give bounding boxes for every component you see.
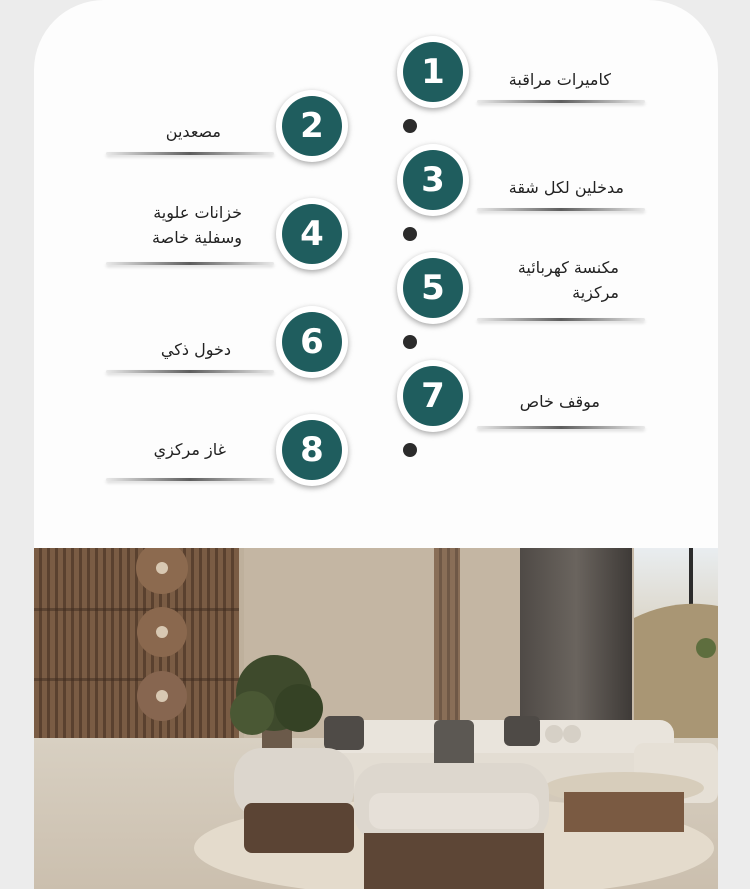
feature-card bbox=[34, 0, 718, 889]
timeline-dot bbox=[403, 335, 417, 349]
feature-label: دخول ذكي bbox=[160, 340, 231, 359]
feature-label: مصعدين bbox=[165, 122, 221, 141]
underline bbox=[477, 100, 645, 103]
feature-number-badge bbox=[397, 252, 469, 324]
feature-number: 8 bbox=[282, 420, 342, 480]
feature-number-badge bbox=[397, 36, 469, 108]
feature-label: كاميرات مراقبة bbox=[508, 70, 611, 89]
timeline-dot bbox=[403, 443, 417, 457]
underline bbox=[106, 370, 274, 373]
feature-label: مكنسة كهربائية مركزية bbox=[517, 258, 619, 302]
feature-label: غاز مركزي bbox=[153, 440, 226, 459]
timeline-dot bbox=[403, 227, 417, 241]
feature-number: 4 bbox=[282, 204, 342, 264]
underline bbox=[477, 318, 645, 321]
underline bbox=[106, 152, 274, 155]
feature-number-badge bbox=[276, 306, 348, 378]
feature-label: موقف خاص bbox=[519, 392, 600, 411]
feature-number-badge bbox=[276, 90, 348, 162]
feature-number: 5 bbox=[403, 258, 463, 318]
feature-number: 7 bbox=[403, 366, 463, 426]
feature-number-badge bbox=[276, 198, 348, 270]
underline bbox=[106, 262, 274, 265]
timeline-dot bbox=[403, 119, 417, 133]
underline bbox=[477, 426, 645, 429]
feature-number: 2 bbox=[282, 96, 342, 156]
underline bbox=[106, 478, 274, 481]
feature-number: 6 bbox=[282, 312, 342, 372]
feature-number-badge bbox=[397, 360, 469, 432]
feature-label: خزانات علوية وسفلية خاصة bbox=[152, 203, 242, 247]
feature-label: مدخلين لكل شقة bbox=[508, 178, 624, 197]
feature-number: 3 bbox=[403, 150, 463, 210]
feature-number: 1 bbox=[403, 42, 463, 102]
underline bbox=[477, 208, 645, 211]
feature-number-badge bbox=[276, 414, 348, 486]
feature-number-badge bbox=[397, 144, 469, 216]
living-room-photo bbox=[34, 548, 718, 889]
